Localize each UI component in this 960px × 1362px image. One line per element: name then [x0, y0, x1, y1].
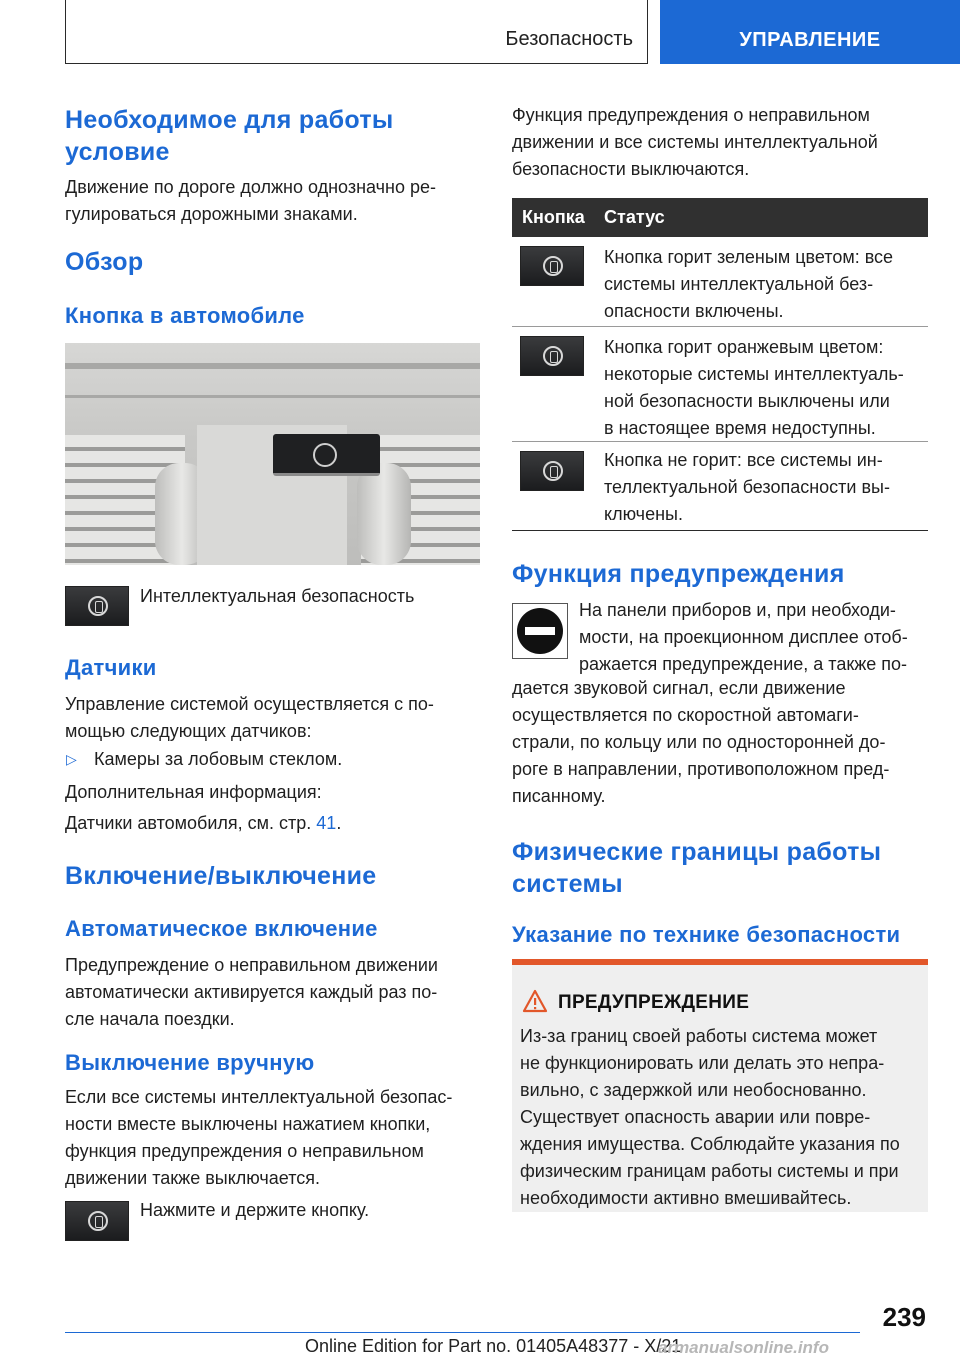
sensors-reference [65, 810, 341, 837]
header-section-box [65, 0, 648, 64]
column-header-button: Кнопка [522, 207, 585, 227]
car-assist-icon [543, 461, 563, 481]
paragraph-warning-line: писанному. [512, 786, 606, 806]
heading-button-in-car: Кнопка в автомобиле [65, 303, 305, 328]
table-row-button-tile [520, 451, 584, 491]
table-bottom-border [512, 530, 928, 531]
icon-caption: Интеллектуальная безопасность [140, 586, 415, 606]
paragraph-warning-function-a [579, 597, 908, 678]
car-button-photo [65, 343, 480, 565]
table-row-button-tile [520, 246, 584, 286]
table-cell-line: опасности включены. [604, 301, 784, 321]
footer-watermark: armanualsonline.info [658, 1338, 829, 1357]
paragraph-warning-line: роге в направлении, противоположном пред- [512, 759, 890, 779]
paragraph-manual-off [65, 1084, 452, 1192]
photo-trim-band [65, 395, 480, 398]
warning-text [520, 1023, 924, 1212]
table-row-divider [512, 441, 928, 442]
paragraph-auto-activation [65, 952, 438, 1033]
paragraph-conditions [65, 174, 436, 228]
warning-text-line: не функционировать или делать это непра- [520, 1053, 885, 1073]
warning-text-line: физическим границам работы системы и при [520, 1161, 899, 1181]
car-assist-icon [88, 596, 108, 616]
heading-limits-line1: Физические границы работы [512, 838, 882, 866]
table-row-status [604, 334, 904, 442]
paragraph-warning-line: страли, по кольцу или по односторонней до- [512, 732, 886, 752]
heading-physical-limits [512, 836, 881, 900]
heading-manual-off: Выключение вручную [65, 1050, 315, 1075]
heading-warning-function: Функция предупреждения [512, 560, 845, 588]
header-section-title: Безопасность [505, 28, 633, 50]
heading-limits-line2: системы [512, 870, 623, 898]
warning-triangle-icon [522, 989, 548, 1013]
paragraph-warning-line: На панели приборов и, при необходи- [579, 600, 896, 620]
table-cell-line: Кнопка не горит: все системы ин- [604, 450, 883, 470]
warning-box [512, 959, 928, 1212]
status-table-header [512, 198, 928, 237]
paragraph-intro-line: движении и все системы интеллектуальной [512, 132, 878, 152]
heading-overview: Обзор [65, 248, 144, 276]
press-hold-instruction: Нажмите и держите кнопку. [140, 1200, 370, 1220]
bullet-cameras: Камеры за лобовым стеклом. [94, 749, 343, 769]
paragraph-intro-line: Функция предупреждения о неправильном [512, 105, 870, 125]
heading-conditions [65, 104, 394, 168]
paragraph-conditions-line: Движение по дороге должно однозначно ре- [65, 177, 436, 197]
paragraph-conditions-line: гулироваться дорожными знаками. [65, 204, 358, 224]
safety-button-tile [65, 586, 129, 626]
paragraph-auto-line: сле начала поездки. [65, 1009, 235, 1029]
heading-on-off: Включение/выключение [65, 862, 377, 890]
paragraph-auto-line: Предупреждение о неправильном движении [65, 955, 438, 975]
paragraph-manual-line: движении также выключается. [65, 1168, 320, 1188]
warning-text-line: ждения имущества. Соблюдайте указания по [520, 1134, 900, 1154]
no-entry-circle [517, 608, 563, 654]
heading-conditions-line1: Необходимое для работы [65, 106, 394, 134]
more-info-label: Дополнительная информация: [65, 782, 322, 802]
footer-rule [65, 1332, 860, 1333]
safety-button-tile [65, 1201, 129, 1241]
warning-title: ПРЕДУПРЕЖДЕНИЕ [558, 992, 750, 1013]
table-cell-line: системы интеллектуальной без- [604, 274, 874, 294]
car-assist-icon [543, 346, 563, 366]
table-cell-line: ключены. [604, 504, 683, 524]
photo-vent-knob-right [357, 463, 411, 565]
car-assist-icon [88, 1211, 108, 1231]
table-cell-line: в настоящее время недоступны. [604, 418, 876, 438]
paragraph-auto-line: автоматически активируется каждый раз по- [65, 982, 438, 1002]
paragraph-manual-line: Если все системы интеллектуальной безопас- [65, 1087, 453, 1107]
paragraph-intro-line: безопасности выключаются. [512, 159, 750, 179]
heading-conditions-line2: условие [65, 138, 170, 166]
table-cell-line: ной безопасности выключены или [604, 391, 890, 411]
warning-text-line: вильно, с задержкой или необоснованно. [520, 1080, 867, 1100]
table-row-status [604, 244, 893, 325]
paragraph-manual-line: ности вместе выключены нажатием кнопки, [65, 1114, 431, 1134]
warning-text-line: Из-за границ своей работы система может [520, 1026, 878, 1046]
car-assist-icon [313, 443, 337, 467]
sensors-reference-page-link[interactable]: 41 [316, 813, 337, 833]
paragraph-sensors [65, 691, 434, 745]
header-chapter-tab[interactable]: УПРАВЛЕНИЕ [660, 0, 960, 64]
paragraph-warning-line: мости, на проекционном дисплее отоб- [579, 627, 908, 647]
table-row-button-tile [520, 336, 584, 376]
warning-text-line: необходимости активно вмешивайтесь. [520, 1188, 852, 1208]
sensors-reference-text: Датчики автомобиля, см. стр. [65, 813, 312, 833]
car-assist-icon [543, 256, 563, 276]
heading-safety-note: Указание по технике безопасности [512, 922, 901, 947]
warning-text-line: Существует опасность аварии или повре- [520, 1107, 871, 1127]
bullet-triangle-icon: ▷ [66, 751, 77, 767]
table-cell-line: Кнопка горит зеленым цветом: все [604, 247, 894, 267]
paragraph-sensors-line: Управление системой осуществляется с по- [65, 694, 434, 714]
paragraph-warning-line: ражается предупреждение, а также по- [579, 654, 908, 674]
paragraph-sensors-line: мощью следующих датчиков: [65, 721, 312, 741]
table-cell-line: Кнопка горит оранжевым цветом: [604, 337, 884, 357]
paragraph-warning-function-b [512, 675, 889, 810]
photo-trim-band [65, 363, 480, 369]
table-row-status [604, 447, 890, 528]
page-number: 239 [882, 1302, 926, 1332]
column-header-status: Статус [604, 207, 665, 227]
sensors-reference-period: . [336, 813, 342, 833]
table-cell-line: теллектуальной безопасности вы- [604, 477, 890, 497]
no-entry-sign-icon [512, 603, 568, 659]
heading-auto-activation: Автоматическое включение [65, 916, 378, 941]
paragraph-warning-line: дается звуковой сигнал, если движение [512, 678, 846, 698]
paragraph-intro [512, 102, 878, 183]
footer-edition: Online Edition for Part no. 01405A48377 - X/21 [305, 1336, 682, 1356]
paragraph-warning-line: осуществляется по скоростной автомаги- [512, 705, 859, 725]
photo-safety-button [273, 434, 380, 476]
table-row-divider [512, 326, 928, 327]
paragraph-manual-line: функция предупреждения о неправильном [65, 1141, 424, 1161]
table-cell-line: некоторые системы интеллектуаль- [604, 364, 904, 384]
heading-sensors: Датчики [65, 655, 157, 680]
